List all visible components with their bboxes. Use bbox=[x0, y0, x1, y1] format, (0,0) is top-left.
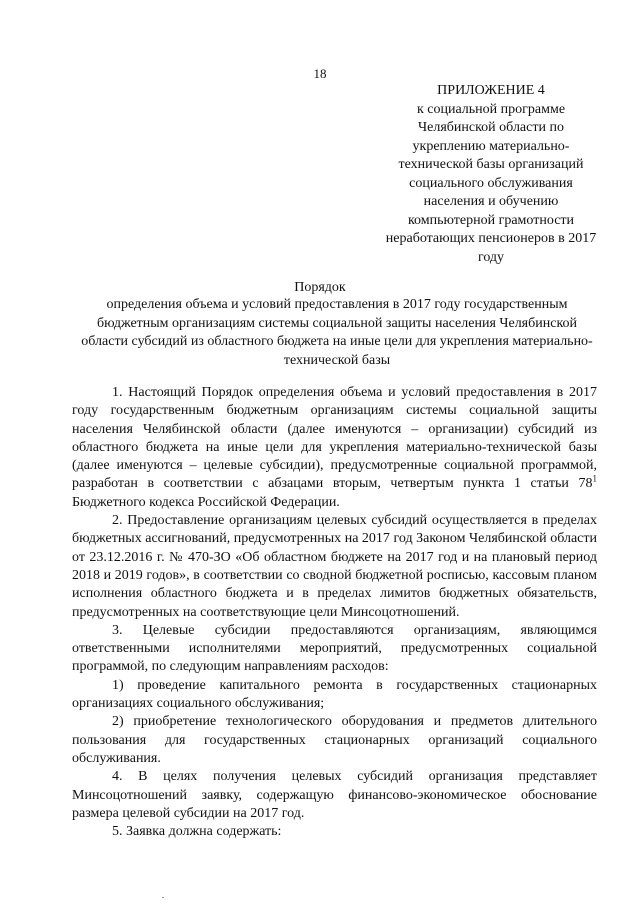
paragraph-1 bbox=[72, 384, 597, 512]
appendix-block bbox=[380, 82, 602, 267]
paragraph-1-superscript: 1 bbox=[592, 473, 597, 484]
appendix-text: к социальной программе Челябинской области по укреплению материально-технической базы организаций социального обслуживания населения и обучению компьютерной грамотности неработающих пенсионеров в 2017 году bbox=[385, 101, 597, 265]
paragraph-3-item-1: 1) проведение капитального ремонта в государственных стационарных организациях социального обслуживания; bbox=[72, 677, 597, 712]
paragraph-1-text: 1. Настоящий Порядок определения объема и условий предоставления в 2017 году государственным бюджетным организациям системы социальной защиты населения Челябинской области (далее именуются – организации) субсидий из областного бюджета на иные цели для укрепления материально-технической базы (далее именуются – целевые субсидии), предусмотренные социальной программой, разработан в соответствии с абзацами вторым, четвертым пункта 1 статьи 78 bbox=[72, 385, 597, 492]
appendix-heading: ПРИЛОЖЕНИЕ 4 bbox=[437, 83, 545, 98]
paragraph-4: 4. В целях получения целевых субсидий организация представляет Минсоцотношений заявку, содержащую финансово-экономическое обоснование размера целевой субсидии на 2017 год. bbox=[72, 769, 597, 821]
page-number: 18 bbox=[313, 66, 327, 81]
document-title: Порядок bbox=[294, 280, 346, 295]
document-body bbox=[72, 384, 597, 841]
paragraph-5: 5. Заявка должна содержать: bbox=[112, 824, 282, 840]
paragraph-3-item-2: 2) приобретение технологического оборудования и предметов длительного пользования для государственных стационарных организаций социального обслуживания. bbox=[72, 714, 597, 766]
paragraph-1-tail: Бюджетного кодекса Российской Федерации. bbox=[72, 494, 340, 510]
document-subtitle: определения объема и условий предоставления в 2017 году государственным бюджетным организациям системы социальной защиты населения Челябинской области субсидий из областного бюджета на иные цели для укрепления материально-технической базы bbox=[81, 297, 593, 368]
scan-mark bbox=[162, 897, 164, 898]
paragraph-2: 2. Предоставление организациям целевых субсидий осуществляется в пределах бюджетных ассигнований, предусмотренных на 2017 год Законом Челябинской области от 23.12.2016 г. № 470-ЗО «Об областном бюджете на 2017 год и на плановый период 2018 и 2019 годов», в соответствии со сводной бюджетной росписью, кассовым планом исполнения областного бюджета и в пределах лимитов бюджетных обязательств, предусмотренных на соответствующие цели Минсоцотношений. bbox=[72, 513, 597, 620]
paragraph-3: 3. Целевые субсидии предоставляются организациям, являющимся ответственными исполнителями мероприятий, предусмотренных социальной программой, по следующим направлениям расходов: bbox=[72, 622, 597, 675]
